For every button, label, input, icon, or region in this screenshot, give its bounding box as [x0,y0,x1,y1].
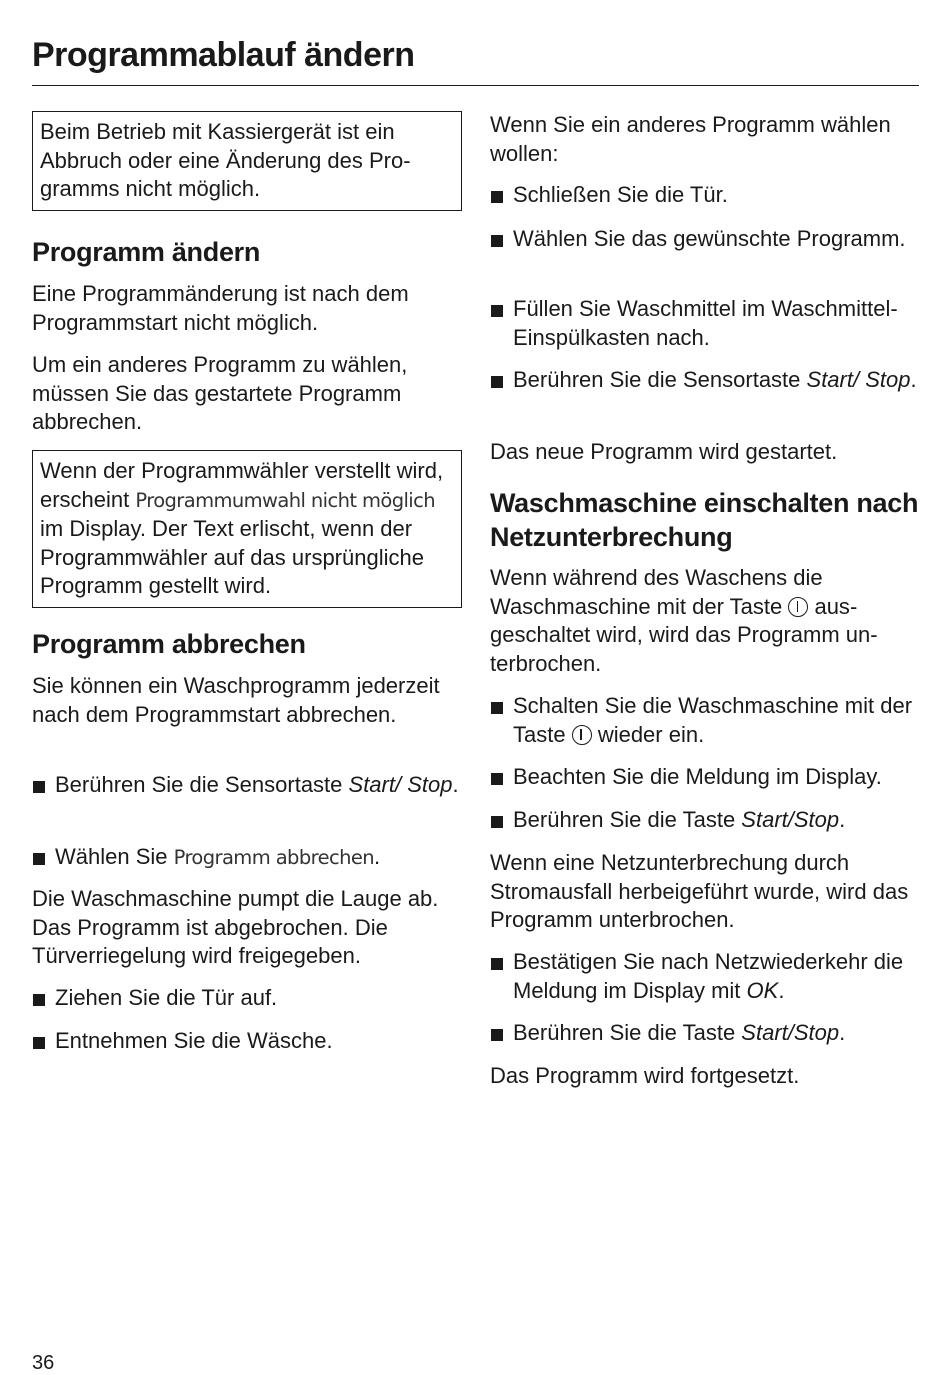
paragraph-taste-ausgeschaltet [490,564,922,678]
bullet-square-icon [491,235,503,247]
list-item [490,181,922,210]
paragraph-lauge: Die Waschmaschine pumpt die Lauge ab. Das Programm ist abgebrochen. Die Türverriegelung wird freigegeben. [32,886,439,968]
page-title: Programmablauf ändern [32,36,415,74]
heading-waschmaschine-einschalten: Waschmaschine einschalten nach Netzunterbrechung [490,488,919,552]
step-text-end: . [374,844,381,869]
power-button-icon [788,597,808,617]
bullet-square-icon [491,773,503,785]
heading-programm-abbrechen: Programm abbrechen [32,629,306,659]
step-text: Berühren Sie die Taste [513,1020,742,1045]
step-text: Schließen Sie die Tür. [513,182,728,207]
step-text: Berühren Sie die Taste [513,807,742,832]
bullet-square-icon [33,1037,45,1049]
step-text: Berühren Sie die Sensortaste [55,772,349,797]
step-text-end: . [839,807,846,832]
bullet-square-icon [33,781,45,793]
step-text: Ziehen Sie die Tür auf. [55,985,278,1010]
paragraph-netzunterbrechung: Wenn eine Netzunterbrechung durch Stromausfall herbeigeführt wurde, wird das Programm unterbrochen. [490,850,909,932]
list-item [490,366,922,395]
bullet-square-icon [491,305,503,317]
bullet-square-icon [491,1029,503,1041]
page-number: 36 [32,1352,55,1374]
paragraph-text-post: ausgeschaltet wird, wird das Programm unterbrochen. [490,593,878,676]
key-start-stop: Start/Stop [741,1020,840,1045]
bullet-square-icon [491,816,503,828]
paragraph-programmaenderung: Eine Programmänderung ist nach dem Programmstart nicht möglich. [32,281,409,335]
display-text-programm-abbrechen: Programm abbrechen [173,846,375,869]
paragraph-programm-fortgesetzt: Das Programm wird fortgesetzt. [490,1063,800,1088]
bullet-square-icon [491,958,503,970]
heading-programm-aendern: Programm ändern [32,237,261,267]
step-text-end: . [910,367,917,392]
key-start-stop: Start/Stop [741,807,840,832]
list-item [490,295,922,352]
step-text-end: . [452,772,459,797]
list-item [490,806,922,835]
step-text: Schalten Sie die Waschmaschine mit der Taste [513,693,913,747]
step-text: Entnehmen Sie die Wäsche. [55,1028,333,1053]
list-item [32,984,464,1013]
step-text: Füllen Sie Waschmittel im Waschmittel-Einspülkasten nach. [513,296,898,350]
kassiergeraet-note-text: Beim Betrieb mit Kassiergerät ist ein Abbruch oder eine Änderung des Programms nicht möglich. [40,119,411,201]
key-start-stop: Start/ Stop [806,367,911,392]
key-start-stop: Start/ Stop [348,772,453,797]
note-text-post: im Display. Der Text erlischt, wenn der Programmwähler auf das ursprüngliche Programm gestellt wird. [40,516,424,598]
kassiergeraet-note-box [32,111,462,211]
programmwaehler-note-box [32,450,462,608]
step-text: Beachten Sie die Meldung im Display. [513,764,882,789]
step-text: Bestätigen Sie nach Netzwiederkehr die Meldung im Display mit [513,949,904,1003]
list-item [32,1027,464,1056]
list-item [32,771,464,800]
list-item [32,843,464,873]
list-item [490,763,922,792]
paragraph-text-pre: Wenn während des Waschens die Waschmaschine mit der Taste [490,565,823,619]
step-text-end: . [839,1020,846,1045]
bullet-square-icon [33,853,45,865]
paragraph-anderes-programm: Um ein anderes Programm zu wählen, müssen Sie das gestartete Programm abbrechen. [32,352,408,434]
step-text: Wählen Sie das gewünschte Programm. [513,226,906,251]
title-rule [32,85,919,86]
bullet-square-icon [33,994,45,1006]
bullet-square-icon [491,376,503,388]
paragraph-programm-gestartet: Das neue Programm wird gestartet. [490,439,838,464]
list-item [490,948,922,1005]
paragraph-waschprogramm-abbrechen: Sie können ein Waschprogramm jederzeit nach dem Programmstart abbrechen. [32,673,440,727]
key-ok: OK [746,977,779,1003]
list-item [490,1019,922,1048]
display-text-programmumwahl: Programmumwahl nicht möglich [135,488,436,512]
list-item [490,692,922,749]
step-text-end: wieder ein. [591,721,705,747]
bullet-square-icon [491,191,503,203]
power-button-icon [572,725,592,745]
paragraph-anderes-programm-waehlen: Wenn Sie ein anderes Programm wählen wollen: [490,112,891,166]
list-item [490,225,922,254]
step-text-end: . [778,977,785,1003]
bullet-square-icon [491,702,503,714]
step-text: Berühren Sie die Sensortaste [513,367,807,392]
note-text-pre: Wenn der Programmwähler verstellt wird, erscheint [40,458,444,512]
step-text: Wählen Sie [55,844,174,869]
